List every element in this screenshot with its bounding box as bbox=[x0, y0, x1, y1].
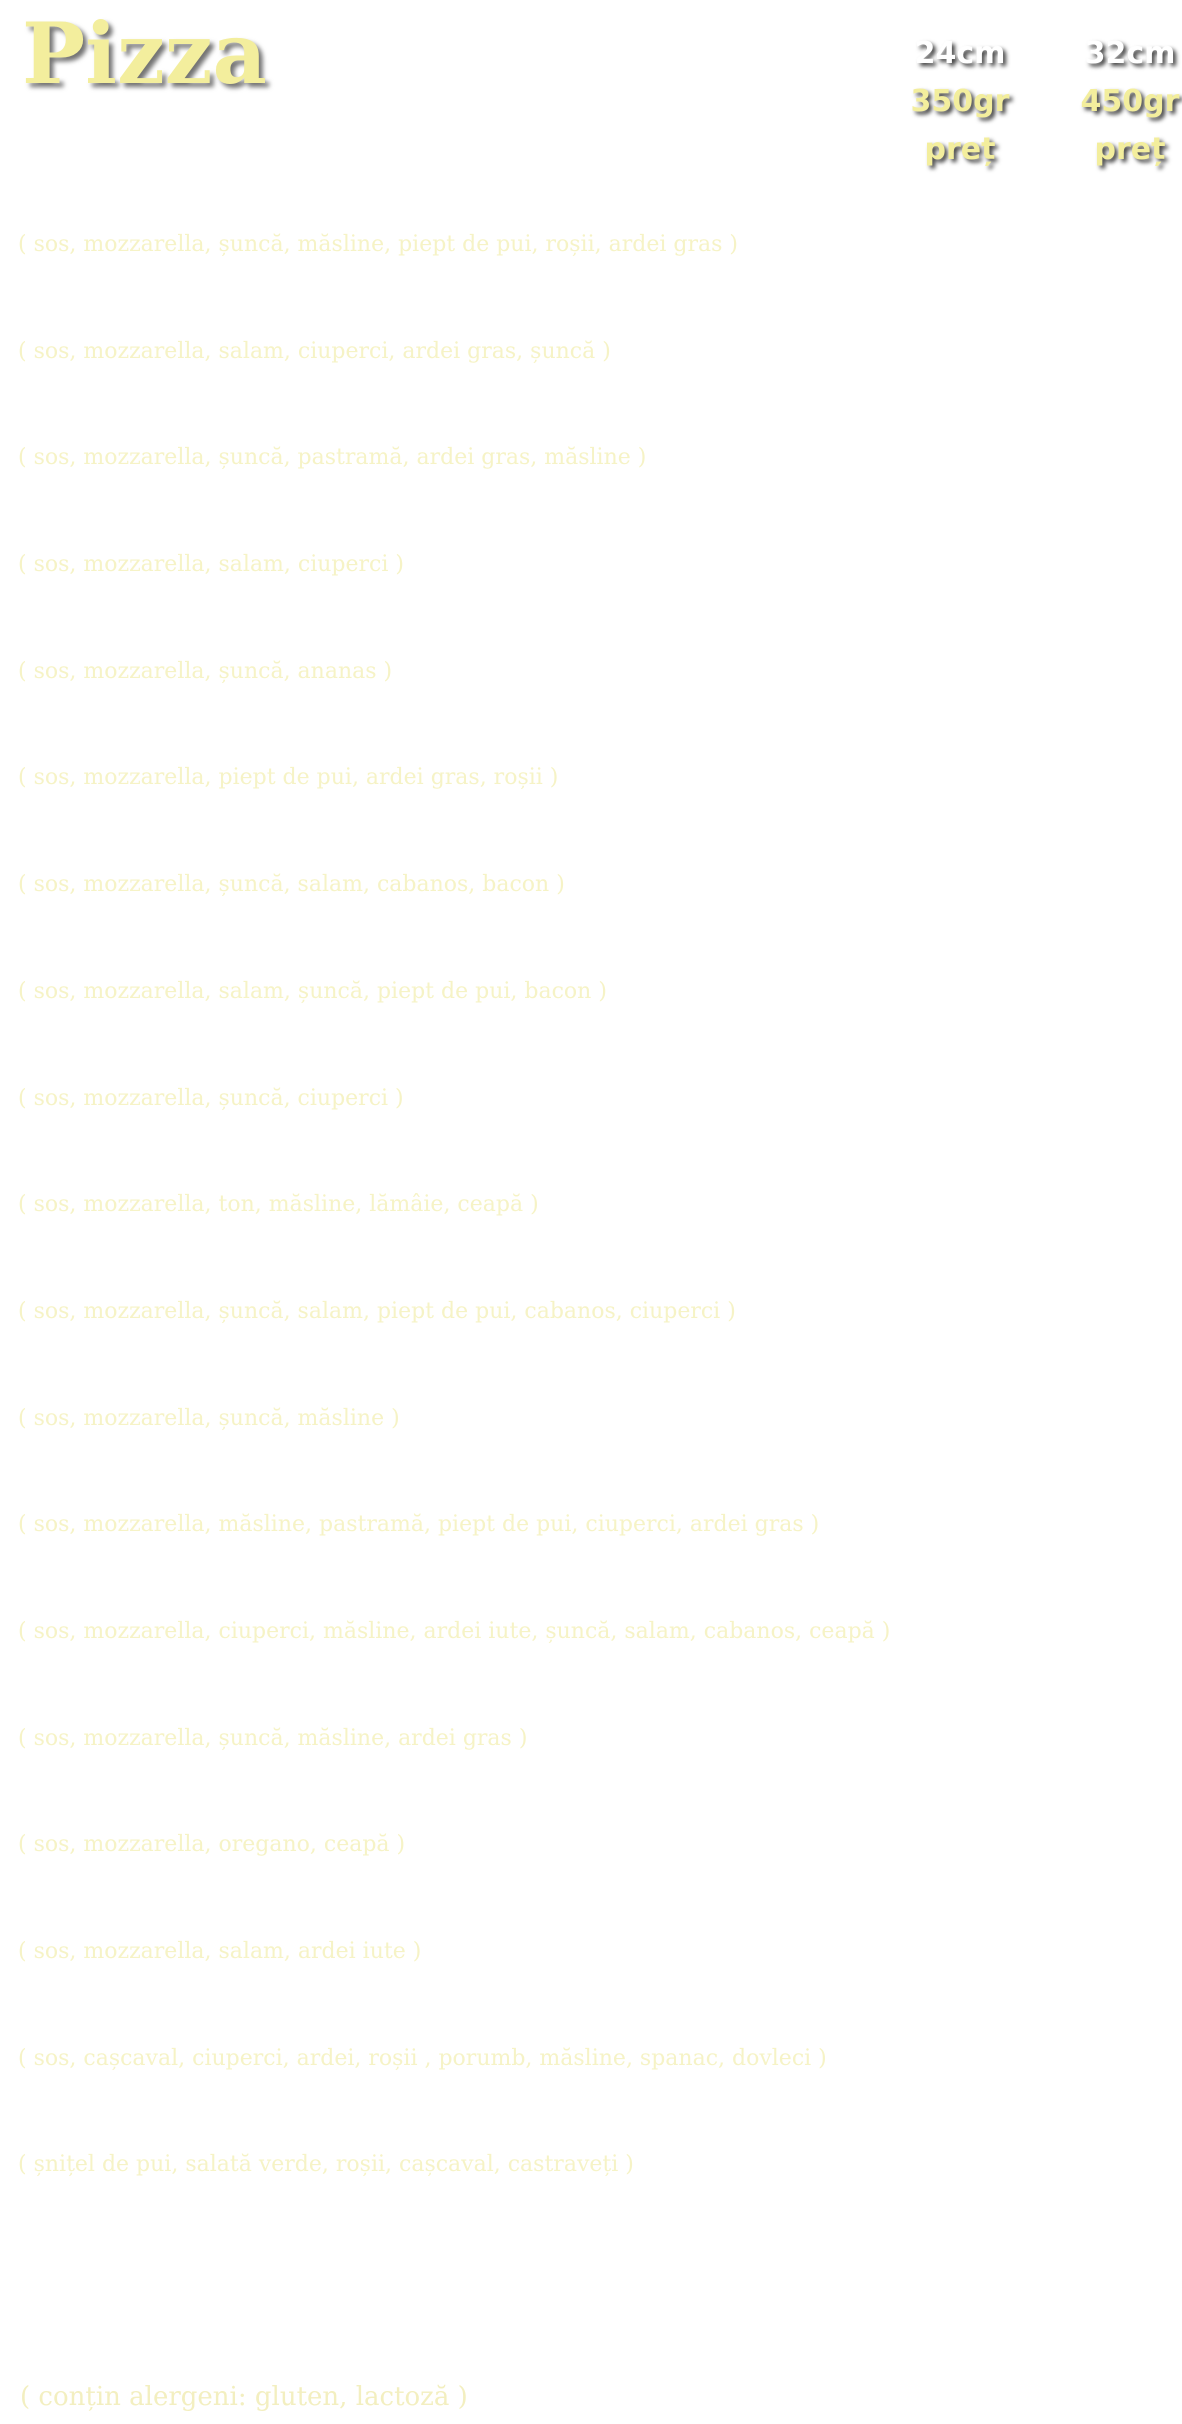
column-size-label: 32cm bbox=[1084, 36, 1176, 71]
pizza-ingredients: ( sos, mozzarella, salam, șuncă, piept de pui, bacon ) bbox=[18, 978, 607, 1004]
allergens-note: ( conțin alergeni: gluten, lactoză ) bbox=[20, 2382, 468, 2412]
column-header-small bbox=[890, 30, 1030, 174]
pizza-ingredients: ( sos, mozzarella, șuncă, ciuperci ) bbox=[18, 1085, 404, 1111]
pizza-ingredients: ( sos, mozzarella, măsline, pastramă, piept de pui, ciuperci, ardei gras ) bbox=[18, 1512, 820, 1538]
pizza-ingredients: ( sos, mozzarella, șuncă, salam, cabanos, bacon ) bbox=[18, 872, 565, 898]
pizza-ingredients: ( sos, mozzarella, piept de pui, ardei gras, roșii ) bbox=[18, 765, 559, 791]
pizza-ingredients: ( sos, mozzarella, ciuperci, măsline, ardei iute, șuncă, salam, cabanos, ceapă ) bbox=[18, 1618, 891, 1644]
column-size-label: 24cm bbox=[914, 36, 1006, 71]
menu-title: Pizza bbox=[22, 4, 267, 103]
pizza-ingredients: ( sos, mozzarella, salam, ardei iute ) bbox=[18, 1939, 422, 1964]
pizza-ingredients: ( sos, mozzarella, șuncă, măsline, ardei gras ) bbox=[18, 1725, 528, 1751]
column-weight-label: 450gr bbox=[1080, 84, 1180, 119]
column-price-label: preț bbox=[924, 132, 996, 167]
column-price-label: preț bbox=[1094, 132, 1166, 167]
pizza-ingredients: ( sos, mozzarella, șuncă, pastramă, ardei gras, măsline ) bbox=[18, 445, 647, 471]
pizza-ingredients: ( sos, cașcaval, ciuperci, ardei, roșii , porumb, măsline, spanac, dovleci ) bbox=[18, 2045, 827, 2071]
pizza-ingredients: ( sos, mozzarella, șuncă, măsline, piept de pui, roșii, ardei gras ) bbox=[18, 232, 738, 257]
pizza-ingredients: ( sos, mozzarella, oregano, ceapă ) bbox=[18, 1832, 406, 1858]
pizza-ingredients-list bbox=[0, 222, 1182, 2249]
pizza-ingredients: ( sos, mozzarella, ton, măsline, lămâie, ceapă ) bbox=[18, 1192, 539, 1218]
pizza-ingredients: ( șnițel de pui, salată verde, roșii, cașcaval, castraveți ) bbox=[18, 2152, 634, 2178]
pizza-ingredients: ( sos, mozzarella, salam, ciuperci, ardei gras, șuncă ) bbox=[18, 338, 611, 364]
column-weight-label: 350gr bbox=[910, 84, 1010, 119]
pizza-ingredients: ( sos, mozzarella, șuncă, ananas ) bbox=[18, 658, 393, 684]
column-header-large bbox=[1060, 30, 1182, 174]
pizza-ingredients: ( sos, mozzarella, salam, ciuperci ) bbox=[18, 552, 404, 578]
pizza-ingredients: ( sos, mozzarella, șuncă, salam, piept de pui, cabanos, ciuperci ) bbox=[18, 1298, 736, 1324]
pizza-ingredients: ( sos, mozzarella, șuncă, măsline ) bbox=[18, 1405, 400, 1431]
